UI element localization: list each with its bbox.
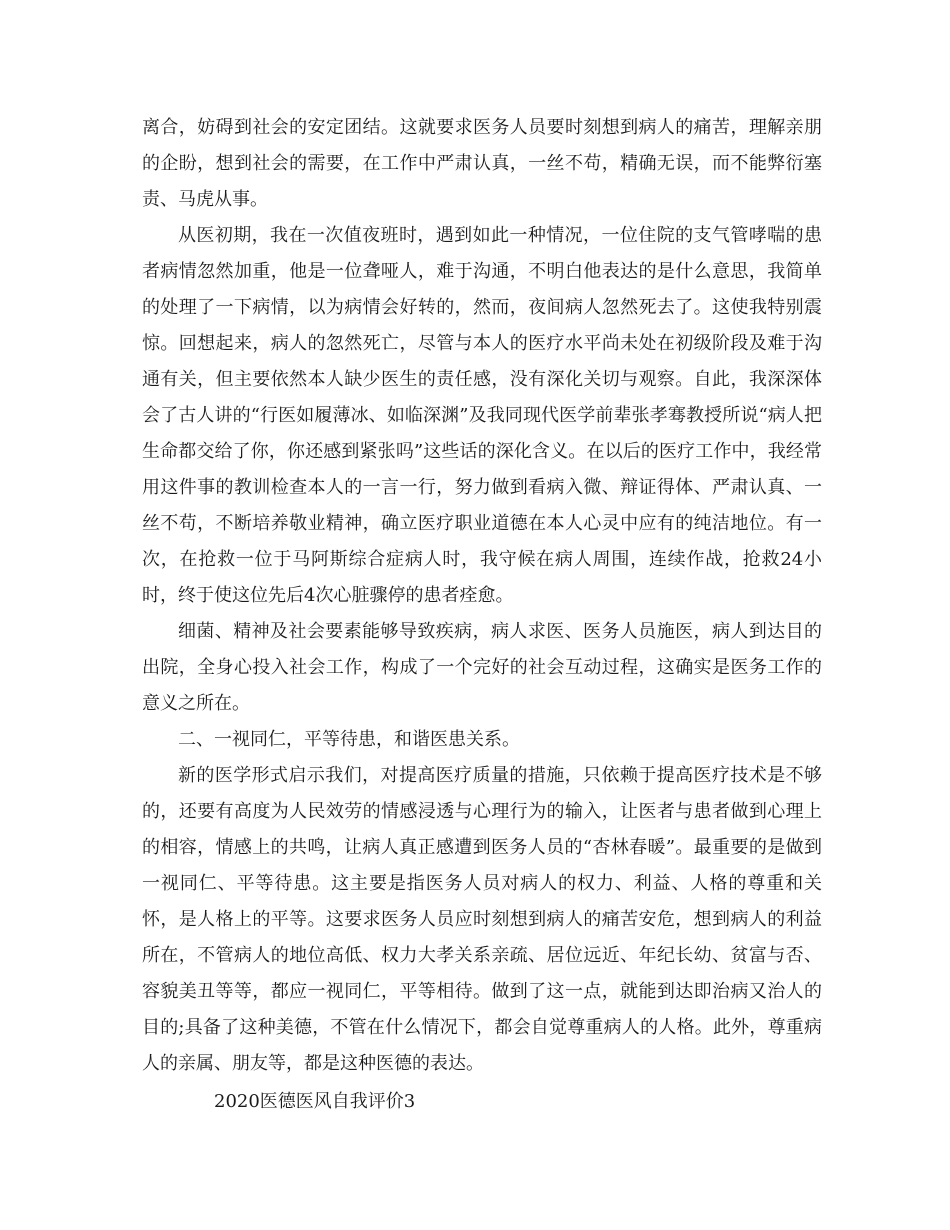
paragraph-continuation: 离合，妨碍到社会的安定团结。这就要求医务人员要时刻想到病人的痛苦，理解亲朋的企盼，想到社会的需要，在工作中严肃认真，一丝不苟，精确无误，而不能弊衍塞责、马虎从事。: [142, 117, 822, 210]
paragraph-social-interaction: 细菌、精神及社会要素能够导致疾病，病人求医、医务人员施医，病人到达目的出院，全身心投入社会工作，构成了一个完好的社会互动过程，这确实是医务工作的意义之所在。: [142, 621, 822, 714]
document-body: [142, 110, 822, 1120]
section-heading: 二、一视同仁，平等待患，和谐医患关系。: [178, 729, 520, 750]
paragraph-equal-treatment: 新的医学形式启示我们，对提高医疗质量的措施，只依赖于提高医疗技术是不够的，还要有高度为人民效劳的情感浸透与心理行为的输入，让医者与患者做到心理上的相容，情感上的共鸣，让病人真正感遭到医务人员的“杏林春暖”。最重要的是做到一视同仁、平等待患。这主要是指医务人员对病人的权力、利益、人格的尊重和关怀，是人格上的平等。这要求医务人员应时刻想到病人的痛苦安危，想到病人的利益所在，不管病人的地位高低、权力大孝关系亲疏、居位远近、年纪长幼、贫富与否、容貌美丑等等，都应一视同仁，平等相待。做到了这一点，就能到达即治病又治人的目的;具备了这种美德，不管在什么情况下，都会自觉尊重病人的人格。此外，尊重病人的亲属、朋友等，都是这种医德的表达。: [142, 765, 822, 1074]
paragraph-night-shift: 从医初期，我在一次值夜班时，遇到如此一种情况，一位住院的支气管哮喘的患者病情忽然加重，他是一位聋哑人，难于沟通，不明白他表达的是什么意思，我简单的处理了一下病情，以为病情会好转的，然而，夜间病人忽然死去了。这使我特别震惊。回想起来，病人的忽然死亡，尽管与本人的医疗水平尚未处在初级阶段及难于沟通有关，但主要依然本人缺少医生的责任感，没有深化关切与观察。自此，我深深体会了古人讲的“行医如履薄冰、如临深渊”及我同现代医学前辈张孝骞教授所说“病人把生命都交给了你，你还感到紧张吗”这些话的深化含义。在以后的医疗工作中，我经常用这件事的教训检查本人的一言一行，努力做到看病入微、辩证得体、严肃认真、一丝不苟，不断培养敬业精神，确立医疗职业道德在本人心灵中应有的纯洁地位。有一次，在抢救一位于马阿斯综合症病人时，我守候在病人周围，连续作战，抢救24小时，终于使这位先后4次心脏骤停的患者痊愈。: [142, 225, 822, 606]
next-section-title: 2020医德医风自我评价3: [214, 1091, 416, 1112]
